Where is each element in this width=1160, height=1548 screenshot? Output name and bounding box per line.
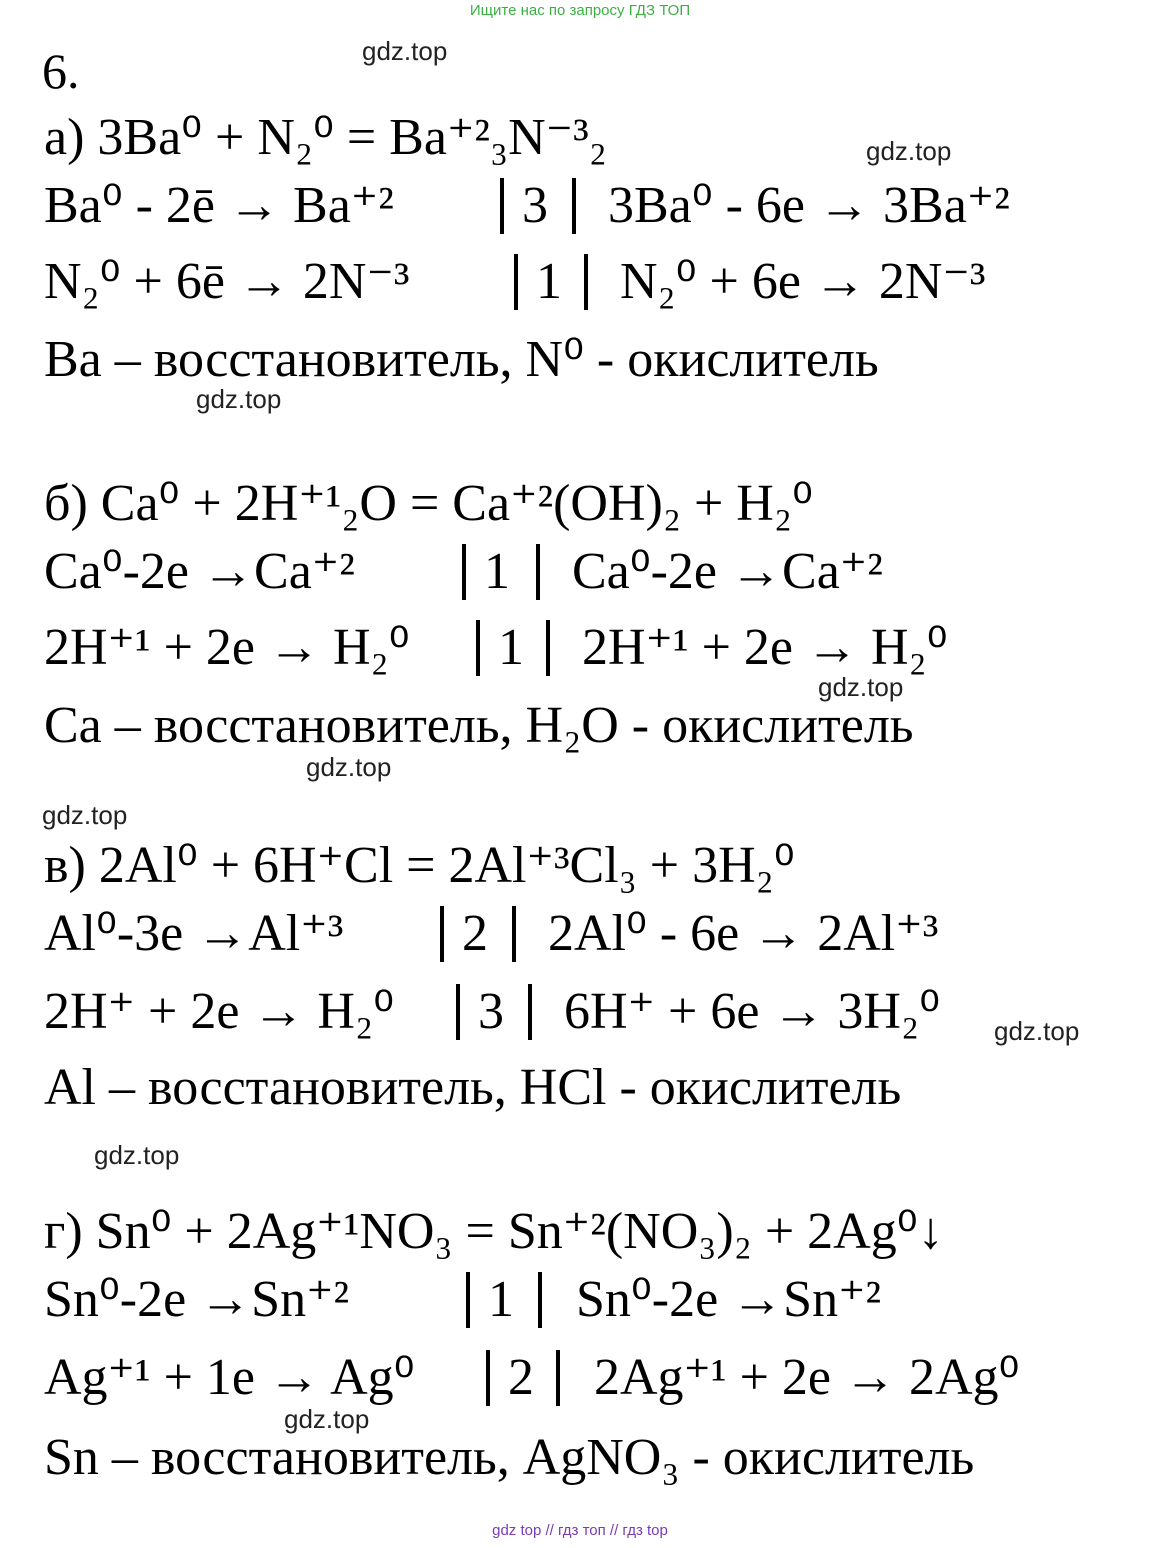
bottom-banner: gdz top // гдз топ // гдз top: [492, 1522, 668, 1539]
half-reaction-a2-left: N₂⁰ + 6ē → 2N⁻³: [44, 253, 410, 310]
half-reaction-c2-left: 2H⁺ + 2e → H₂⁰: [44, 983, 394, 1040]
watermark: gdz.top: [866, 136, 952, 166]
divider: [584, 254, 588, 310]
divider: [486, 1350, 490, 1406]
conclusion-c: Al – восстановитель, HCl - окислитель: [44, 1059, 902, 1116]
watermark: gdz.top: [362, 36, 448, 66]
watermark: gdz.top: [42, 800, 128, 830]
watermark: gdz.top: [284, 1404, 370, 1434]
conclusion-d: Sn – восстановитель, AgNO₃ - окислитель: [44, 1429, 975, 1486]
coefficient-b1: 1: [484, 543, 510, 600]
half-reaction-c2-right: 6H⁺ + 6e → 3H₂⁰: [564, 983, 940, 1040]
divider: [512, 906, 516, 962]
half-reaction-b2-left: 2H⁺¹ + 2e → H₂⁰: [44, 619, 410, 676]
equation-c: в) 2Al⁰ + 6H⁺Cl = 2Al⁺³Cl₃ + 3H₂⁰: [44, 837, 795, 894]
divider: [456, 984, 460, 1040]
divider: [514, 254, 518, 310]
half-reaction-d2-left: Ag⁺¹ + 1e → Ag⁰: [44, 1349, 415, 1406]
divider: [546, 620, 550, 676]
coefficient-b2: 1: [498, 619, 524, 676]
equation-b: б) Ca⁰ + 2H⁺¹₂O = Ca⁺²(OH)₂ + H₂⁰: [44, 475, 813, 532]
half-reaction-d1-right: Sn⁰-2e →Sn⁺²: [576, 1271, 882, 1328]
divider: [462, 544, 466, 600]
half-reaction-b2-right: 2H⁺¹ + 2e → H₂⁰: [582, 619, 948, 676]
divider: [572, 178, 576, 234]
divider: [466, 1272, 470, 1328]
divider: [556, 1350, 560, 1406]
half-reaction-d2-right: 2Ag⁺¹ + 2e → 2Ag⁰: [594, 1349, 1020, 1406]
equation-d: г) Sn⁰ + 2Ag⁺¹NO₃ = Sn⁺²(NO₃)₂ + 2Ag⁰↓: [44, 1203, 944, 1260]
task-number: 6.: [42, 43, 80, 99]
half-reaction-b1-left: Ca⁰-2e →Ca⁺²: [44, 543, 355, 600]
half-reaction-c1-left: Al⁰-3e →Al⁺³: [44, 905, 344, 962]
coefficient-d2: 2: [508, 1349, 534, 1406]
watermark: gdz.top: [94, 1140, 180, 1170]
half-reaction-a2-right: N₂⁰ + 6e → 2N⁻³: [620, 253, 986, 310]
coefficient-c1: 2: [462, 905, 488, 962]
coefficient-d1: 1: [488, 1271, 514, 1328]
divider: [476, 620, 480, 676]
conclusion-b: Ca – восстановитель, H₂O - окислитель: [44, 697, 914, 754]
coefficient-a2: 1: [536, 253, 562, 310]
half-reaction-b1-right: Ca⁰-2e →Ca⁺²: [572, 543, 883, 600]
top-banner: Ищите нас по запросу ГДЗ ТОП: [469, 2, 691, 19]
divider: [528, 984, 532, 1040]
half-reaction-a1-left: Ba⁰ - 2ē → Ba⁺²: [44, 177, 394, 234]
half-reaction-a1-right: 3Ba⁰ - 6e → 3Ba⁺²: [608, 177, 1010, 234]
watermark: gdz.top: [994, 1016, 1080, 1046]
divider: [536, 544, 540, 600]
conclusion-a: Ba – восстановитель, N⁰ - окислитель: [44, 331, 879, 388]
coefficient-c2: 3: [478, 983, 504, 1040]
coefficient-a1: 3: [522, 177, 548, 234]
watermark: gdz.top: [818, 672, 904, 702]
divider: [500, 178, 504, 234]
half-reaction-c1-right: 2Al⁰ - 6e → 2Al⁺³: [548, 905, 939, 962]
divider: [440, 906, 444, 962]
watermark: gdz.top: [306, 752, 392, 782]
divider: [538, 1272, 542, 1328]
equation-a: а) 3Ba⁰ + N₂⁰ = Ba⁺²₃N⁻³₂: [44, 109, 607, 166]
watermark: gdz.top: [196, 384, 282, 414]
half-reaction-d1-left: Sn⁰-2e →Sn⁺²: [44, 1271, 350, 1328]
